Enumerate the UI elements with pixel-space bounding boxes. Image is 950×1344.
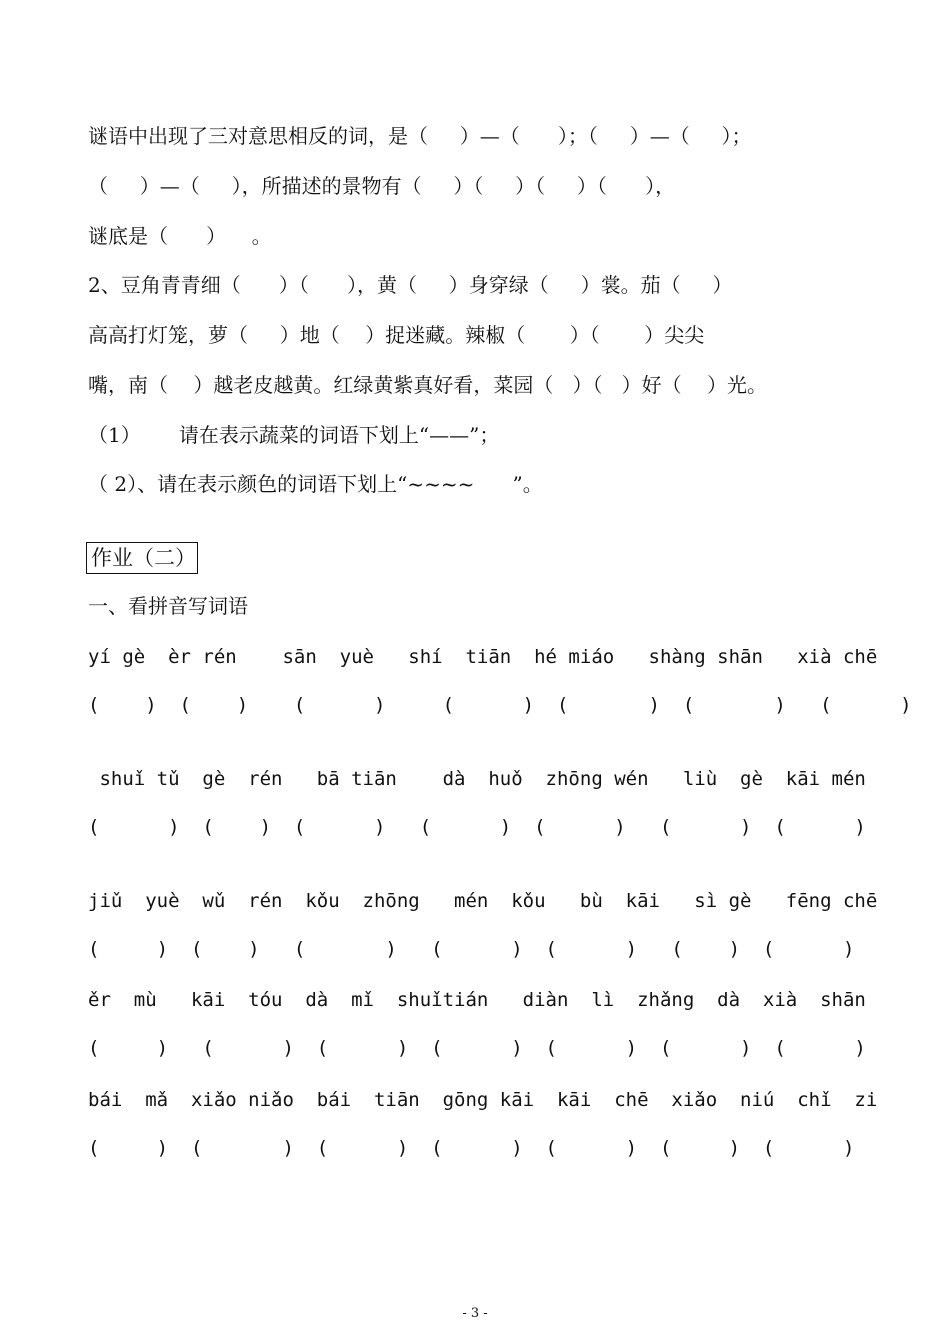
riddle-question-line-1: 谜语中出现了三对意思相反的词，是（ ）—（ ）；（ ）—（ ）； [88,124,752,148]
pinyin-row-2: shuǐ tǔ gè rén bā tiān dà huǒ zhōng wén liù gè kāi mén [88,768,866,790]
blank-row-3: ( ) ( ) ( ) ( ) ( ) ( ) ( ) [88,938,855,960]
blank-row-5: ( ) ( ) ( ) ( ) ( ) ( ) ( ) [88,1137,855,1159]
section-heading: 一、看拼音写词语 [88,594,248,618]
vegetable-poem-line-2: 高高打灯笼，萝（ ）地（ ）捉迷藏。辣椒（ ）（ ）尖尖 [88,323,705,347]
pinyin-row-4: ěr mù kāi tóu dà mǐ shuǐtián diàn lì zhǎng dà xià shān [88,989,866,1011]
vegetable-poem-line-3: 嘴，南（ ）越老皮越黄。红绿黄紫真好看，菜园（ ）（ ）好（ ）光。 [88,373,768,397]
pinyin-row-1: yí gè èr rén sān yuè shí tiān hé miáo shàng shān xià chē [88,646,878,668]
pinyin-row-5: bái mǎ xiǎo niǎo bái tiān gōng kāi kāi chē xiǎo niú chǐ zi [88,1089,878,1111]
blank-row-2: ( ) ( ) ( ) ( ) ( ) ( ) ( ) [88,816,866,838]
riddle-question-line-3: 谜底是（ ） 。 [88,224,272,248]
blank-row-4: ( ) ( ) ( ) ( ) ( ) ( ) ( ) [88,1037,866,1059]
vegetable-poem-line-1: 2、豆角青青细（ ）（ ），黄（ ）身穿绿（ ）裳。茄（ ） [88,273,733,297]
instruction-vegetables: （1） 请在表示蔬菜的词语下划上“——”； [88,423,500,447]
pinyin-row-3: jiǔ yuè wǔ rén kǒu zhōng mén kǒu bù kāi sì gè fēng chē [88,890,878,912]
instruction-colors: （ 2）、请在表示颜色的词语下划上“~~~~ ”。 [88,472,543,496]
riddle-question-line-2: （ ）—（ ），所描述的景物有（ ）（ ）（ ）（ ）， [88,174,676,198]
page-number: - 3 - [462,1306,488,1321]
blank-row-1: ( ) ( ) ( ) ( ) ( ) ( ) ( ) [88,694,912,716]
homework-title: 作业（二） [86,542,198,574]
